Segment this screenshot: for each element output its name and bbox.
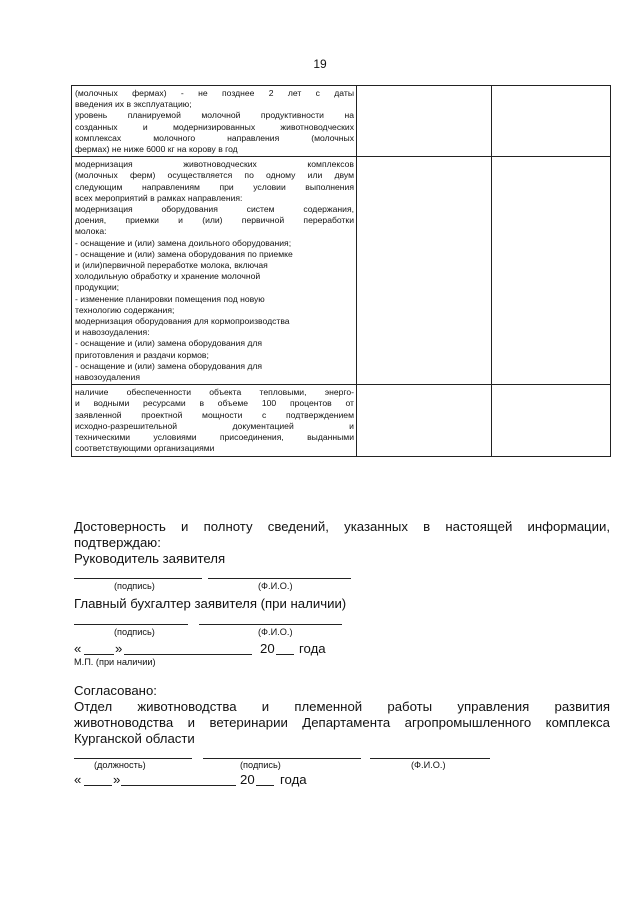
criteria-text-line: введения их в эксплуатацию; [75,99,192,110]
table-row [72,157,611,385]
confirmation-statement-end: подтверждаю: [74,535,161,550]
approved-department: животноводства и ветеринарии Департамента агропромышленного комплекса [74,715,610,730]
name-caption: (Ф.И.О.) [258,581,293,591]
confirmation-statement: Достоверность и полноту сведений, указанных в настоящей информации, [74,519,610,534]
accountant-title: Главный бухгалтер заявителя (при наличии) [74,596,347,611]
date-day-line [84,785,112,786]
date-quote-open: « [74,772,82,787]
criteria-text-line: созданных и модернизированных животноводческих [75,121,354,132]
criteria-text-line: - оснащение и (или) замена доильного оборудования; [75,237,292,248]
table-row [72,385,611,456]
criteria-cell [72,157,357,385]
name-line [199,624,342,625]
criteria-cell [72,385,357,456]
empty-cell [492,86,611,157]
criteria-text-line: следующим направлениям при условии выполнения [75,181,354,192]
criteria-text-line: соответствующими организациями [75,443,215,454]
empty-cell [357,86,492,157]
page-number: 19 [313,57,327,71]
date-suffix: года [299,641,326,656]
approved-label: Согласовано: [74,683,157,698]
criteria-cell [72,86,357,157]
date-quote-close: » [113,772,121,787]
position-caption: (должность) [94,760,146,770]
criteria-text-line: фермах) не ниже 6000 кг на корову в год [75,144,238,155]
criteria-text-line: модернизация оборудования систем содержания, [75,204,354,215]
empty-cell [492,385,611,456]
signature-line [74,624,188,625]
criteria-text-line: и навозоудаления: [75,327,150,338]
date-year: 20 [260,641,275,656]
criteria-text-line: уровень планируемой молочной продуктивности на [75,110,354,121]
name-caption: (Ф.И.О.) [411,760,446,770]
criteria-table [71,85,611,457]
criteria-text-line: и водными ресурсами в объеме 100 процентов от [75,398,354,409]
criteria-text-line: - оснащение и (или) замена оборудования по приемке [75,248,293,259]
criteria-text-line: доения, приемки и (или) первичной переработки [75,215,354,226]
criteria-text-line: холодильную обработку и хранение молочной [75,271,261,282]
criteria-text-line: наличие обеспеченности объекта тепловыми, энерго- [75,387,354,398]
signature-caption: (подпись) [114,627,155,637]
signature-line [203,758,361,759]
criteria-text-line: - оснащение и (или) замена оборудования для [75,338,263,349]
name-line [370,758,490,759]
criteria-text-line: - оснащение и (или) замена оборудования для [75,360,263,371]
criteria-text-line: молока: [75,226,107,237]
date-quote-open: « [74,641,82,656]
name-caption: (Ф.И.О.) [258,627,293,637]
criteria-text-line: навозоудаления [75,372,141,383]
criteria-text-line: технологию содержания; [75,304,175,315]
approved-department: Курганской области [74,731,195,746]
head-title: Руководитель заявителя [74,551,226,566]
criteria-text-line: (молочных фермах) - не позднее 2 лет с даты [75,88,354,98]
date-year-line [276,654,294,655]
empty-cell [357,385,492,456]
criteria-text-line: всех мероприятий в рамках направления: [75,192,243,203]
date-suffix: года [280,772,307,787]
empty-cell [492,157,611,385]
criteria-text-line: (молочных ферм) осуществляется по одному или двум [75,170,354,181]
position-line [74,758,192,759]
signature-line [74,578,202,579]
date-day-line [84,654,114,655]
criteria-text-line: комплексах молочного направления (молочных [75,132,354,143]
criteria-text-line: и (или)первичной переработке молока, включая [75,260,268,271]
date-year: 20 [240,772,255,787]
name-line [208,578,351,579]
criteria-text-line: исходно-разрешительной документацией и [75,420,354,431]
criteria-text-line: заявленной проектной мощности с подтверждением [75,409,354,420]
date-month-line [124,654,252,655]
criteria-text-line: модернизация животноводческих комплексов [75,159,354,170]
signature-caption: (подпись) [240,760,281,770]
approved-department: Отдел животноводства и племенной работы управления развития [74,699,610,714]
date-month-line [121,785,236,786]
empty-cell [357,157,492,385]
criteria-text-line: продукции; [75,282,120,293]
date-quote-close: » [115,641,123,656]
criteria-text-line: техническими условиями присоединения, выданными [75,432,354,443]
criteria-text-line: приготовления и раздачи кормов; [75,349,209,360]
date-year-line [256,785,274,786]
signature-caption: (подпись) [114,581,155,591]
criteria-text-line: модернизация оборудования для кормопроизводства [75,316,290,327]
criteria-text-line: - изменение планировки помещения под новую [75,293,265,304]
table-row [72,86,611,157]
stamp-note: М.П. (при наличии) [74,657,156,667]
